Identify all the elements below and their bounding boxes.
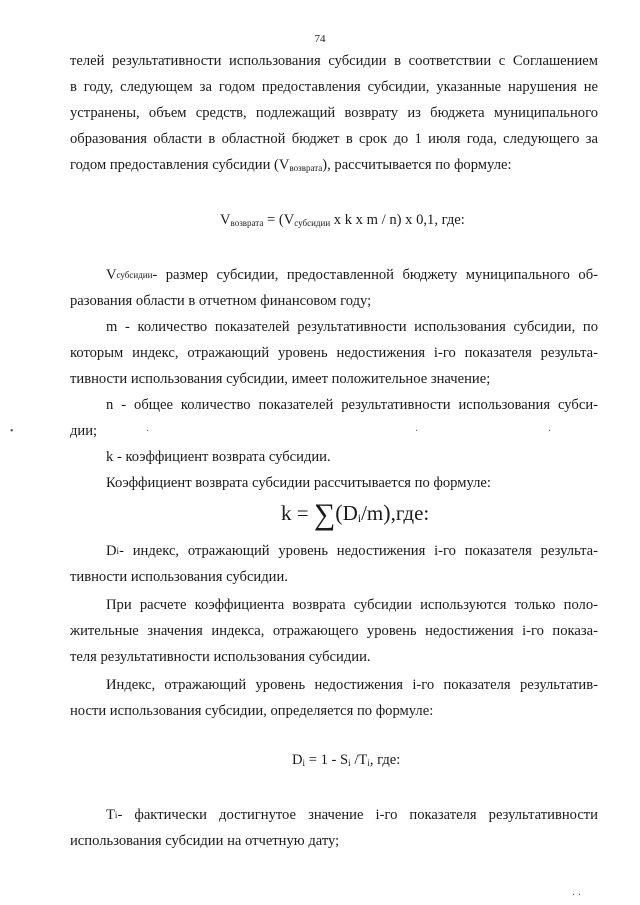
paragraph-line: D $_i$ - индекс, отражающий уровень недостижения i-го показателя результа- bbox=[106, 543, 598, 559]
paragraph-line: дии; bbox=[70, 423, 98, 439]
formula-volume-return: $V_{возврата} = (V_{субсидии}$ x k x m / n) x 0,1, где: bbox=[220, 212, 465, 228]
paragraph-line: годом предоставления субсидии $(V_{возврата})$, рассчитывается по формуле: bbox=[70, 157, 512, 173]
paragraph-line: в году, следующем за годом предоставления субсидии, указанные нарушения не bbox=[70, 79, 598, 95]
scan-mark: · bbox=[548, 426, 552, 437]
formula-return-coefficient: $k = \sum(D_i/m),где$: bbox=[281, 498, 430, 531]
paragraph-line: T $_i$ - фактически достигнутое значение i-го показателя результативности bbox=[106, 807, 598, 823]
paragraph-line: Индекс, отражающий уровень недостижения i-го показателя результатив- bbox=[106, 677, 598, 693]
paragraph-line: образования области в областной бюджет в срок до 1 июля года, следующего за bbox=[70, 131, 598, 147]
paragraph-line: тивности использования субсидии. bbox=[70, 569, 288, 585]
paragraph-line: телей результативности использования субсидии в соответствии с Соглашением bbox=[70, 53, 598, 69]
paragraph-line: которым индекс, отражающий уровень недостижения i-го показателя результа- bbox=[70, 345, 598, 361]
paragraph-line: n - общее количество показателей результативности использования субси- bbox=[106, 397, 598, 413]
paragraph-line: тивности использования субсидии, имеет положительное значение; bbox=[70, 371, 491, 387]
paragraph-line: разования области в отчетном финансовом году; bbox=[70, 293, 372, 309]
paragraph-line: теля результативности использования субсидии. bbox=[70, 649, 371, 665]
formula-index: $D_i = 1 - S_i$ $/T_i$, где: bbox=[292, 752, 401, 768]
paragraph-line: При расчете коэффициента возврата субсидии используются только поло- bbox=[106, 597, 598, 613]
paragraph-line: устранены, объем средств, подлежащий возврату из бюджета муниципального bbox=[70, 105, 598, 121]
scan-mark: · bbox=[415, 426, 419, 437]
paragraph-line: Коэффициент возврата субсидии рассчитывается по формуле: bbox=[106, 475, 491, 491]
paragraph-line: использования субсидии на отчетную дату; bbox=[70, 833, 340, 849]
scan-mark: • bbox=[10, 426, 14, 437]
scan-mark: · · bbox=[572, 890, 582, 901]
page-number: 74 bbox=[314, 33, 326, 45]
scan-mark: · bbox=[146, 426, 150, 437]
paragraph-line: ности использования субсидии, определяется по формуле: bbox=[70, 703, 434, 719]
paragraph-line: жительные значения индекса, отражающего уровень недостижения i-го показа- bbox=[70, 623, 598, 639]
paragraph-line: k - коэффициент возврата субсидии. bbox=[106, 449, 331, 465]
paragraph-line: V $_{субсидии}$ - размер субсидии, предоставленной бюджету муниципального об- bbox=[106, 267, 598, 283]
paragraph-line: m - количество показателей результативности использования субсидии, по bbox=[106, 319, 598, 335]
